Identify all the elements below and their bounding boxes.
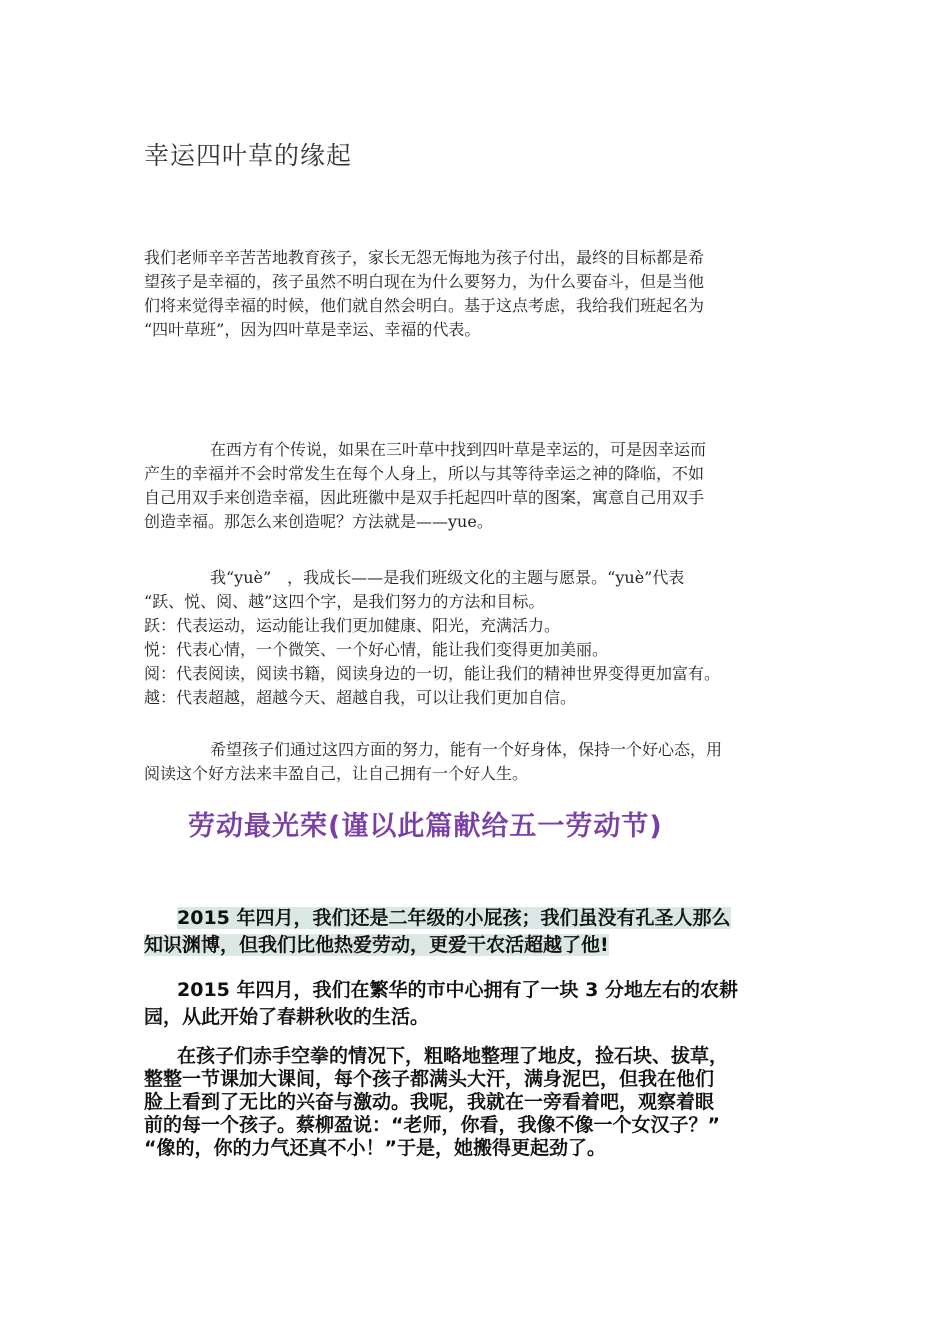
section2-paragraph-2: 2015 年四月，我们在繁华的市中心拥有了一块 3 分地左右的农耕 园，从此开始了春耕秋收的生活。 bbox=[144, 979, 738, 1028]
section1-paragraph-1: 我们老师辛辛苦苦地教育孩子，家长无怨无悔地为孩子付出，最终的目标都是希 望孩子是幸福的，孩子虽然不明白现在为什么要努力，为什么要奋斗，但是当他 们将来觉得幸福的时候，他们就自然会明白。基于这点考虑，我给我们班起名为 “四叶草班”，因为四叶草是幸运、幸福的代表。 bbox=[144, 248, 705, 339]
section2-paragraph-3: 在孩子们赤手空拳的情况下，粗略地整理了地皮，捡石块、拔草， 整整一节课加大课间，每个孩子都满头大汗，满身泥巴，但我在他们 脸上看到了无比的兴奋与激动。我呢，我就在一旁看着吧，观察着眼 前的每一个孩子。蔡柳盈说：“老师，你看，我像不像一个女汉子？” “像的，你的力气还真不小！”于是，她搬得更起劲了。 bbox=[144, 1045, 729, 1159]
section2-paragraph-1: 2015 年四月，我们还是二年级的小屁孩；我们虽没有孔圣人那么 知识渊博，但我们比他热爱劳动，更爱干农活超越了他! bbox=[144, 907, 731, 956]
section1-title: 幸运四叶草的缘起 bbox=[144, 141, 353, 170]
section1-paragraph-3: 我“yuè” ，我成长——是我们班级文化的主题与愿景。“yuè”代表 “跃、悦、阅、越”这四个字，是我们努力的方法和目标。 跃：代表运动，运动能让我们更加健康、阳光，充满活力。 悦：代表心情，一个微笑、一个好心情，能让我们变得更加美丽。 阅：代表阅读，阅读书籍，阅读身边的一切，能让我们的精神世界变得更加富有。 越：代表超越，超越今天、超越自我，可以让我们更加自信。 bbox=[144, 568, 721, 707]
section2-title: 劳动最光荣(谨以此篇献给五一劳动节) bbox=[188, 811, 663, 842]
section1-paragraph-2: 在西方有个传说，如果在三叶草中找到四叶草是幸运的，可是因幸运而 产生的幸福并不会时常发生在每个人身上，所以与其等待幸运之神的降临，不如 自己用双手来创造幸福，因此班徽中是双手托起四叶草的图案，寓意自己用双手 创造幸福。那怎么来创造呢？方法就是——yue。 bbox=[144, 440, 707, 531]
section1-paragraph-4: 希望孩子们通过这四方面的努力，能有一个好身体，保持一个好心态，用 阅读这个好方法来丰盈自己，让自己拥有一个好人生。 bbox=[144, 740, 723, 783]
